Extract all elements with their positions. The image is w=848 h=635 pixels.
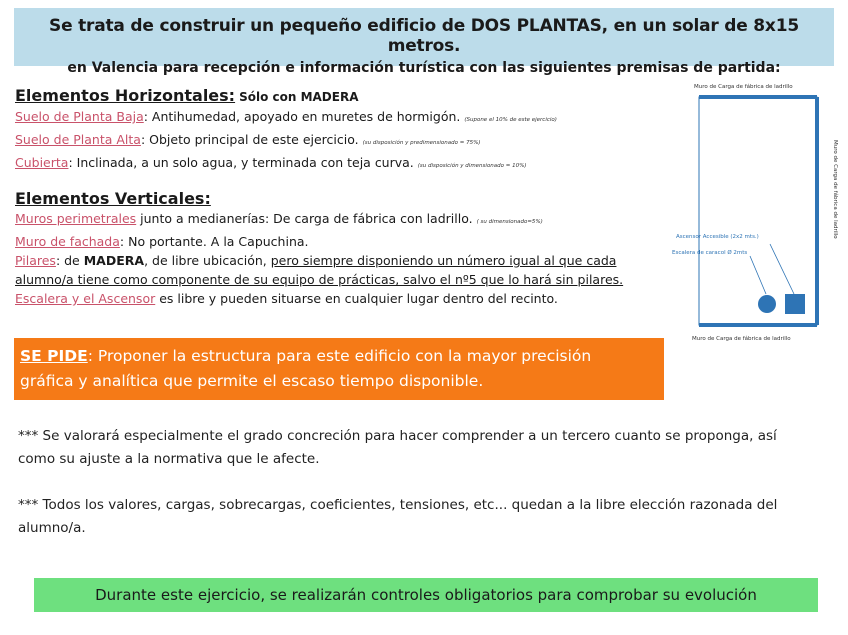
item-bold: MADERA (83, 253, 145, 268)
item-note: (su disposición y predimensionado = 75%) (362, 140, 481, 146)
item-text: : de (55, 253, 84, 268)
footer-banner: Durante este ejercicio, se realizarán controles obligatorios para comprobar su evolución (34, 578, 818, 612)
plan-ascensor-label: Ascensor Accesible (2x2 mts.) (676, 234, 759, 240)
item-label: Suelo de Planta Baja (15, 109, 144, 124)
item-text: : No portante. A la Capuchina. (119, 234, 309, 249)
item-label: Pilares (15, 253, 56, 268)
se-pide-label: SE PIDE (20, 347, 88, 365)
vertical-item-pilares (15, 251, 623, 270)
vertical-item-pilares-line2: alumno/a tiene como componente de su equipo de prácticas, salvo el nº5 que lo hará sin pilares. (15, 272, 624, 287)
header-banner (14, 8, 834, 76)
plan-escalera-circle (758, 295, 776, 313)
note-valoracion: *** Se valorará especialmente el grado concreción para hacer comprender a un tercero cuanto se proponga, así como su ajuste a la normativa que le afecte. (18, 428, 777, 467)
plan-ascensor-leader (770, 244, 794, 294)
se-pide-text-1: : Proponer la estructura para este edificio con la mayor precisión (87, 347, 592, 365)
plan-outline (699, 97, 817, 325)
se-pide-text-2: gráfica y analítica que permite el escaso tiempo disponible. (20, 372, 484, 390)
horizontales-section (15, 86, 557, 176)
item-text: : Antihumedad, apoyado en muretes de hormigón. (143, 109, 461, 124)
plan-drawing (690, 80, 840, 348)
plan-side-label: Muro de Carga de fábrica de ladrillo (832, 140, 838, 239)
item-text: : Inclinada, a un solo agua, y terminada con teja curva. (68, 155, 414, 170)
floor-plan (672, 80, 840, 348)
plan-escalera-label: Escalera de caracol Ø 2mts (672, 250, 748, 256)
item-label: Cubierta (15, 155, 69, 170)
item-text: junto a medianerías: De carga de fábrica con ladrillo. (136, 211, 473, 226)
item-label: Muro de fachada (15, 234, 120, 249)
horizontal-item-3 (15, 153, 557, 176)
item-note: (Supone el 10% de este ejercicio) (464, 117, 557, 123)
se-pide-box (14, 338, 664, 400)
header-line-2: en Valencia para recepción e información turística con las siguientes premisas de partida: (67, 60, 781, 76)
plan-bottom-label: Muro de Carga de fábrica de ladrillo (692, 336, 791, 342)
verticales-section (15, 189, 623, 308)
note-valores: *** Todos los valores, cargas, sobrecargas, coeficientes, tensiones, etc... quedan a la libre elección razonada del alumno/a. (18, 497, 778, 536)
header-line-1: Se trata de construir un pequeño edificio de DOS PLANTAS, en un solar de 8x15 metros. (49, 16, 799, 56)
horizontal-item-1 (15, 107, 557, 130)
horizontal-item-2 (15, 130, 557, 153)
item-label: Escalera y el Ascensor (15, 291, 156, 306)
plan-escalera-leader (750, 256, 766, 294)
plan-ascensor-square (785, 294, 805, 314)
item-note: (su disposición y dimensionado = 10%) (417, 163, 527, 169)
item-text: : Objeto principal de este ejercicio. (140, 132, 359, 147)
vertical-item-fachada (15, 232, 623, 251)
horizontales-subtitle: Sólo con MADERA (239, 90, 359, 104)
vertical-item-muros (15, 209, 623, 232)
item-note: ( su dimensionado=5%) (476, 219, 543, 225)
item-label: Suelo de Planta Alta (15, 132, 141, 147)
plan-top-label: Muro de Carga de fábrica de ladrillo (694, 84, 793, 90)
horizontales-title: Elementos Horizontales: (15, 86, 236, 105)
verticales-title: Elementos Verticales: (15, 189, 211, 208)
vertical-item-escalera (15, 289, 623, 308)
item-underlined: pero siempre disponiendo un número igual al que cada (270, 253, 617, 268)
item-label: Muros perimetrales (15, 211, 137, 226)
item-text: es libre y pueden situarse en cualquier lugar dentro del recinto. (155, 291, 558, 306)
item-text: , de libre ubicación, (144, 253, 271, 268)
